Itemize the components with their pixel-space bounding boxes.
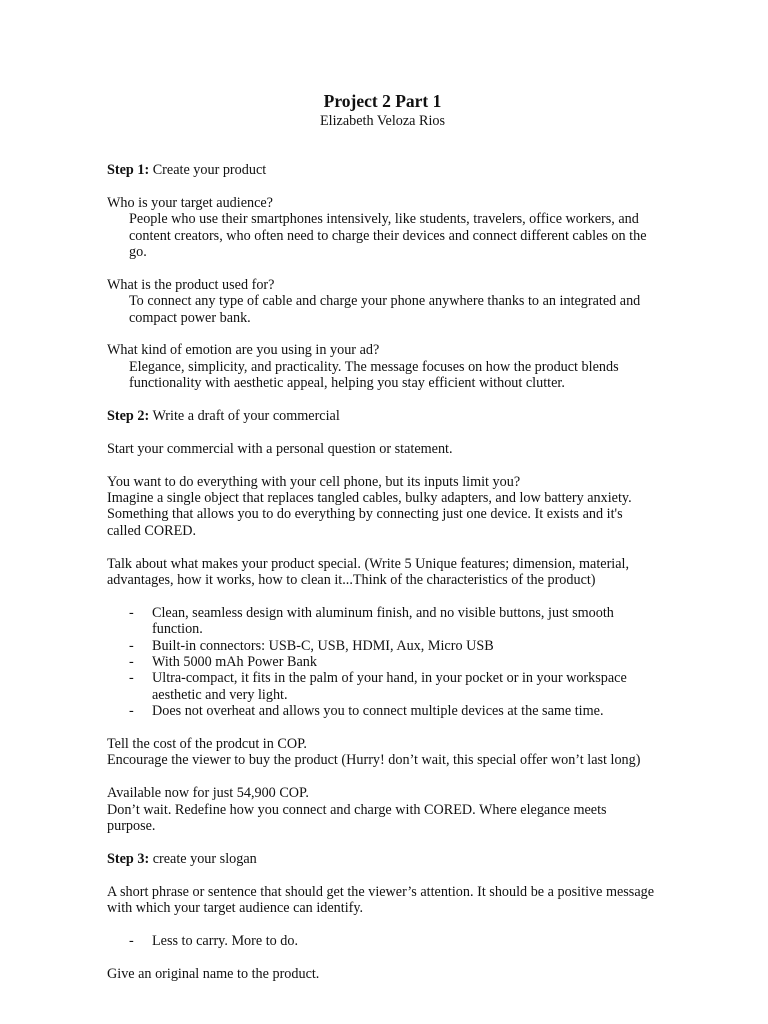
step1-heading [107, 162, 658, 178]
list-item: - Built-in connectors: USB-C, USB, HDMI, Aux, Micro USB [129, 638, 658, 654]
step2-text: Write a draft of your commercial [149, 408, 340, 425]
opening-line-2: Imagine a single object that replaces tangled cables, bulky adapters, and low battery anxiety. Something that allows you to do everything by connecting just one device. It exists and it's called CORED. [107, 490, 632, 539]
list-item: - Less to carry. More to do. [129, 933, 658, 949]
step2-heading [107, 408, 658, 424]
features-list [107, 605, 658, 720]
list-item: - Clean, seamless design with aluminum finish, and no visible buttons, just smooth function. [129, 605, 658, 638]
step2-label: Step 2: [107, 408, 150, 425]
prompt-encourage: Encourage the viewer to buy the product (Hurry! don’t wait, this special offer won’t last long) [107, 752, 641, 769]
question-emotion: What kind of emotion are you using in your ad? [107, 342, 380, 359]
step3-heading [107, 851, 658, 867]
prompt-special: Talk about what makes your product special. (Write 5 Unique features; dimension, material, advantages, how it works, how to clean it...Think of the characteristics of the product) [107, 555, 630, 589]
step3-text: create your slogan [149, 850, 257, 867]
cost-line-1: Available now for just 54,900 COP. [107, 785, 309, 802]
question-audience: Who is your target audience? [107, 194, 273, 211]
slogan-list [107, 933, 658, 949]
prompt-cost: Tell the cost of the prodcut in COP. [107, 736, 307, 753]
prompt-name: Give an original name to the product. [107, 965, 320, 982]
answer-emotion: Elegance, simplicity, and practicality. The message focuses on how the product blends functionality with aesthetic appeal, helping you stay efficient without clutter. [129, 358, 619, 392]
cost-line-2: Don’t wait. Redefine how you connect and charge with CORED. Where elegance meets purpose. [107, 801, 607, 835]
answer-audience: People who use their smartphones intensively, like students, travelers, office workers, and content creators, who often need to charge their devices and connect different cables on the go. [129, 211, 647, 261]
step1-text: Create your product [149, 162, 267, 178]
step1-label: Step 1: [107, 162, 150, 178]
prompt-opening: Start your commercial with a personal question or statement. [107, 440, 453, 457]
question-use: What is the product used for? [107, 276, 275, 293]
opening-line-1: You want to do everything with your cell phone, but its inputs limit you? [107, 473, 521, 490]
page-title: Project 2 Part 1 [323, 91, 442, 111]
list-item: - Ultra-compact, it fits in the palm of your hand, in your pocket or in your workspace aesthetic and very light. [129, 670, 658, 703]
prompt-slogan: A short phrase or sentence that should get the viewer’s attention. It should be a positive message with which your target audience can identify. [107, 883, 655, 917]
answer-use: To connect any type of cable and charge your phone anywhere thanks to an integrated and compact power bank. [129, 293, 641, 326]
step3-label: Step 3: [107, 850, 150, 867]
list-item: - Does not overheat and allows you to connect multiple devices at the same time. [129, 703, 658, 719]
list-item: - With 5000 mAh Power Bank [129, 654, 658, 670]
author-name: Elizabeth Veloza Rios [319, 113, 446, 129]
